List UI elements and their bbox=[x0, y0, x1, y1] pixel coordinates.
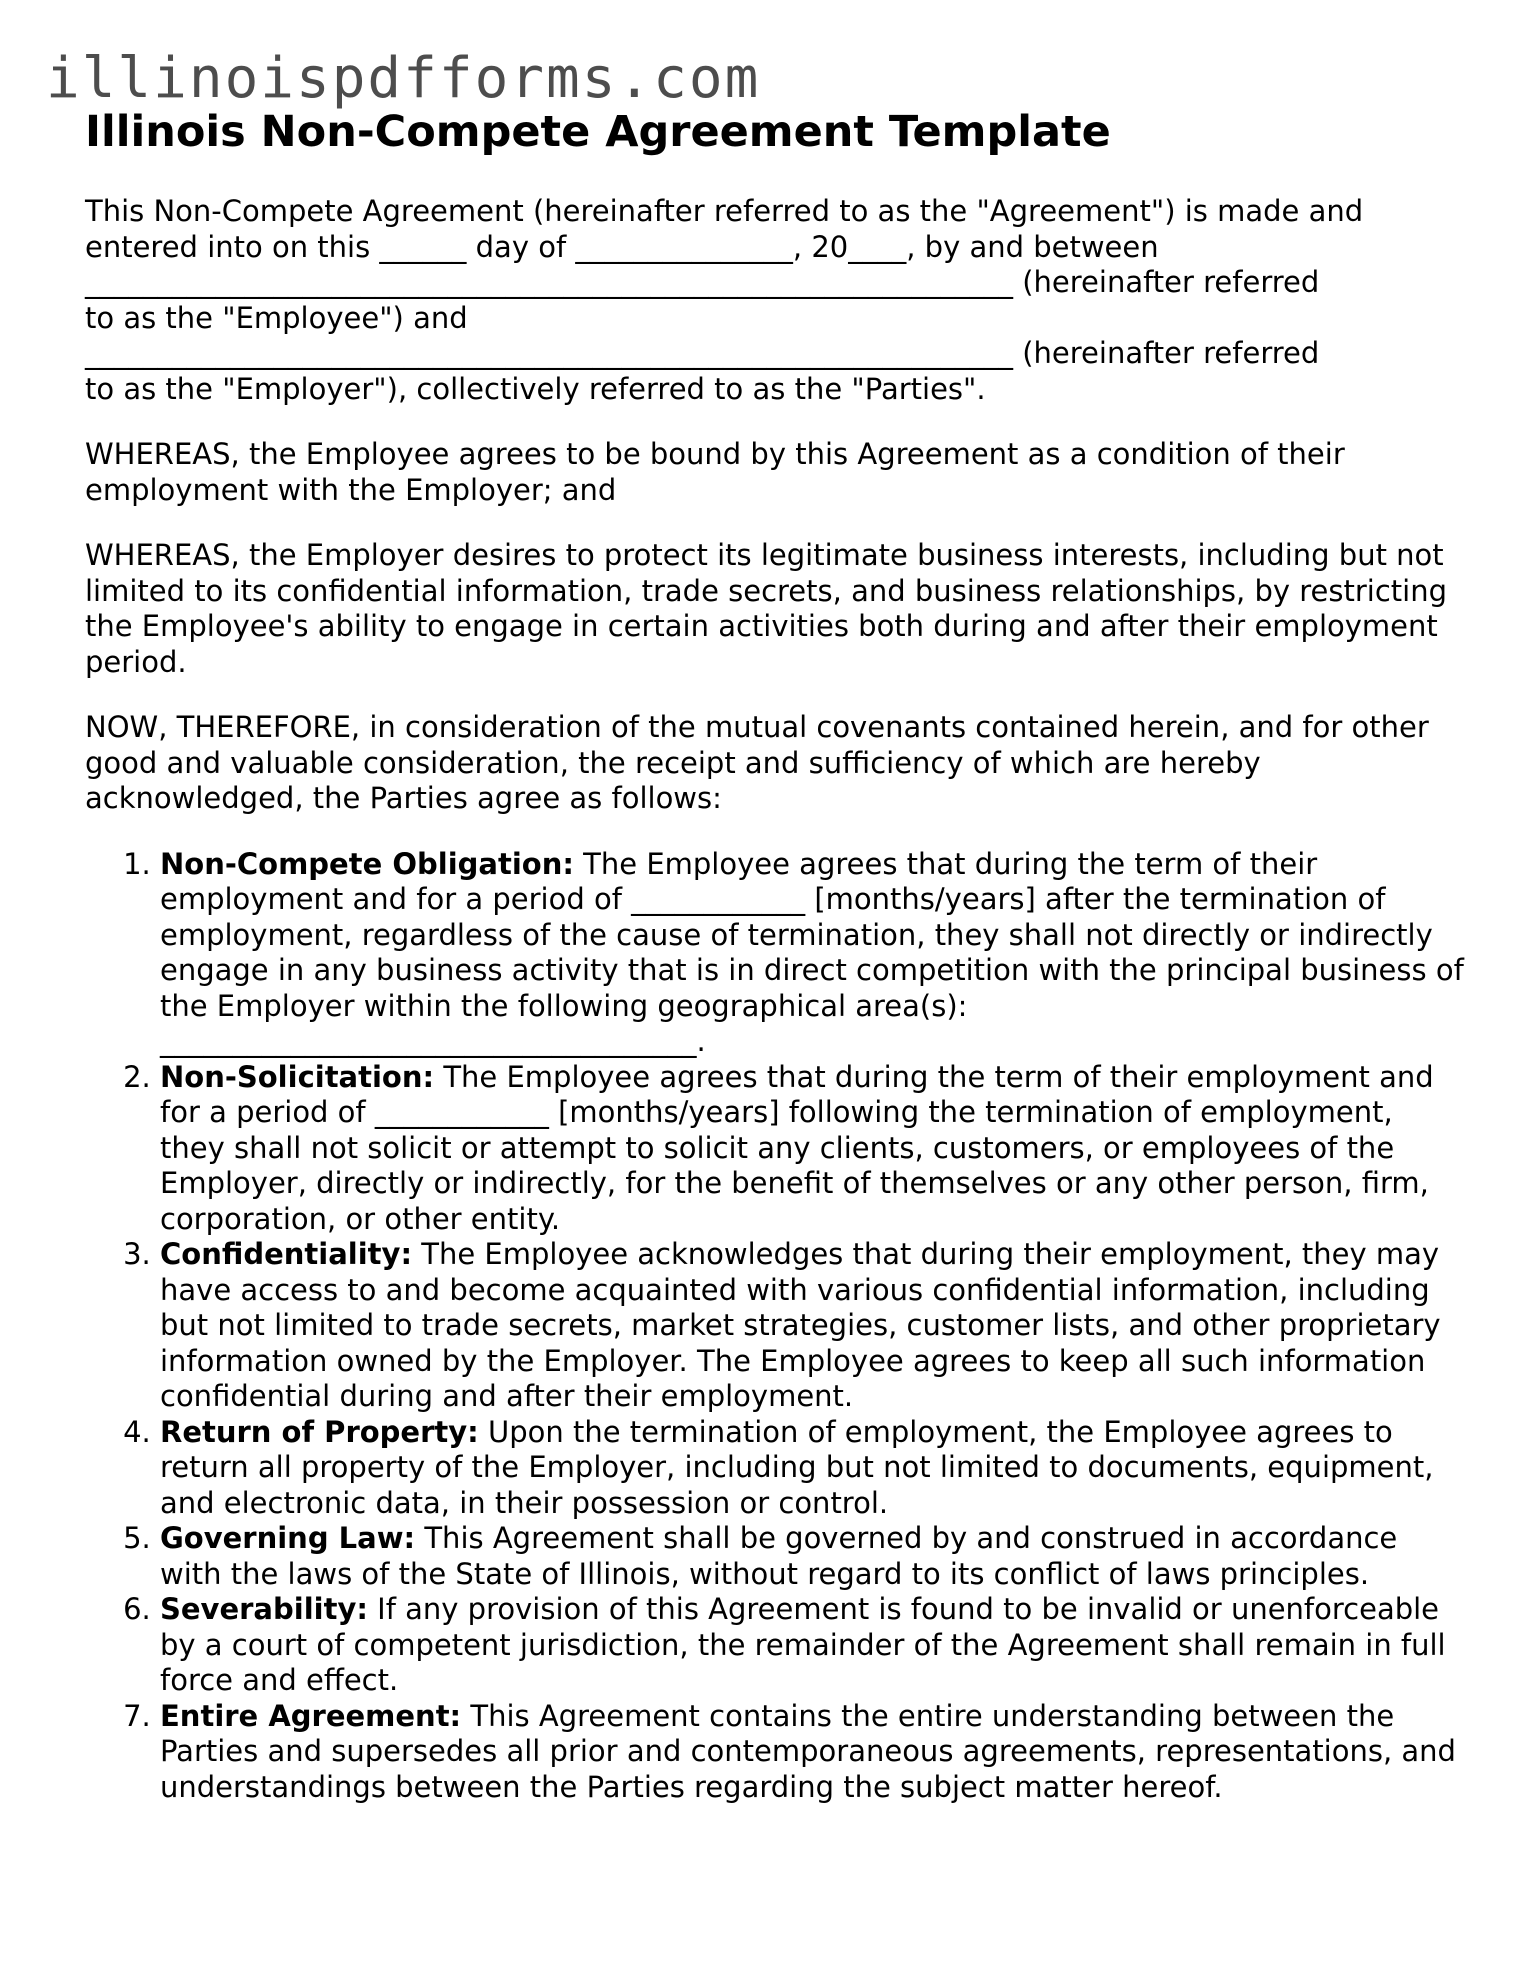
document-body bbox=[85, 100, 1465, 1805]
site-watermark: illinoispdfforms.com bbox=[46, 46, 761, 111]
now-therefore-paragraph: NOW, THEREFORE, in consideration of the mutual covenants contained herein, and for other good and valuable consideration, the receipt and sufficiency of which are hereby acknowledged, the Parties agree as follows: bbox=[85, 710, 1429, 815]
term-heading: Entire Agreement: bbox=[160, 1698, 462, 1733]
term-heading: Non-Solicitation: bbox=[160, 1059, 435, 1094]
term-heading: Return of Property: bbox=[160, 1414, 479, 1449]
term-item bbox=[160, 1521, 1465, 1592]
intro-line-4: to as the "Employee") and bbox=[85, 300, 468, 335]
whereas-paragraph-1: WHEREAS, the Employee agrees to be bound by this Agreement as a condition of their employment with the Employer; and bbox=[85, 437, 1345, 507]
term-heading: Severability: bbox=[160, 1592, 368, 1626]
intro-line-3: ________________________________________________________________ (hereinafter referred bbox=[85, 265, 1320, 299]
term-text: If any provision of this Agreement is found to be invalid or unenforceable by a court of competent jurisdiction, the remainder of the Agreement shall remain in full force and effect. bbox=[160, 1592, 1446, 1697]
term-text: The Employee agrees that during the term of their employment and for a period of ____________ [months/years] following the termination of employment, they shall not solicit or attempt to solicit any clients, customers, or employees of the Employer, directly or indirectly, for the benefit of themselves or any other person, firm, corporation, or other entity. bbox=[160, 1059, 1434, 1236]
intro-line-6: to as the "Employer"), collectively referred to as the "Parties". bbox=[85, 371, 986, 406]
term-heading: Confidentiality: bbox=[160, 1237, 413, 1271]
term-item bbox=[160, 1699, 1465, 1806]
intro-paragraph bbox=[85, 194, 1465, 407]
term-text: This Agreement shall be governed by and construed in accordance with the laws of the State of Illinois, without regard to its conflict of laws principles. bbox=[160, 1521, 1398, 1591]
term-item bbox=[160, 847, 1465, 1060]
term-item bbox=[160, 1592, 1465, 1699]
term-heading: Governing Law: bbox=[160, 1521, 416, 1555]
term-text: Upon the termination of employment, the Employee agrees to return all property of the Employer, including but not limited to documents, equipment, and electronic data, in their possession or control. bbox=[160, 1414, 1434, 1520]
whereas-paragraph-2: WHEREAS, the Employer desires to protect its legitimate business interests, including but not limited to its confidential information, trade secrets, and business relationships, by restricting the Employee's ability to engage in certain activities both during and after their employment period. bbox=[85, 538, 1447, 679]
intro-line-1: This Non-Compete Agreement (hereinafter referred to as the "Agreement") is made and bbox=[85, 194, 1364, 228]
term-text: The Employee agrees that during the term of their employment and for a period of ____________ [months/years] after the termination of employment, regardless of the cause of termination, they shall not directly or indirectly engage in any business activity that is in direct competition with the principal business of the Employer within the following geographical area(s): _____________________________________. bbox=[160, 846, 1464, 1058]
document-title: Illinois Non-Compete Agreement Template bbox=[85, 107, 1111, 157]
terms-list bbox=[85, 847, 1465, 1806]
term-text: The Employee acknowledges that during their employment, they may have access to and become acquainted with various confidential information, including but not limited to trade secrets, market strategies, customer lists, and other proprietary information owned by the Employer. The Employee agrees to keep all such information confidential during and after their employment. bbox=[160, 1237, 1441, 1413]
term-item bbox=[160, 1415, 1465, 1522]
term-text: This Agreement contains the entire understanding between the Parties and supersedes all prior and contemporaneous agreements, representations, and understandings between the Parties regarding the subject matter hereof. bbox=[160, 1698, 1456, 1804]
intro-line-5: ________________________________________________________________ (hereinafter referred bbox=[85, 336, 1320, 370]
term-heading: Non-Compete Obligation: bbox=[160, 846, 574, 881]
term-item bbox=[160, 1237, 1465, 1415]
term-item bbox=[160, 1060, 1465, 1238]
intro-line-2: entered into on this ______ day of _______________, 20____, by and between bbox=[85, 229, 1159, 264]
